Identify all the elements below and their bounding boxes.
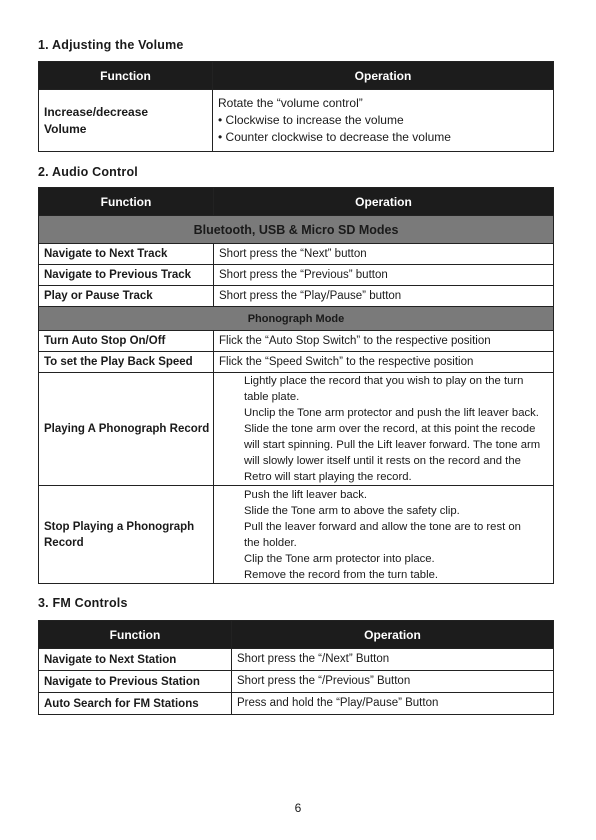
volume-table-header (39, 62, 554, 90)
operation-line: • Clockwise to increase the volume (218, 113, 404, 127)
section-1-heading: 1. Adjusting the Volume (38, 38, 184, 52)
function-cell: Turn Auto Stop On/Off (39, 331, 214, 352)
mode-row-phonograph (39, 307, 554, 331)
table-row (39, 671, 554, 693)
table-row (39, 486, 554, 584)
operation-line: table plate. (244, 391, 300, 403)
operation-line: Slide the Tone arm to above the safety clip. (244, 504, 460, 517)
column-header-function: Function (39, 62, 213, 90)
mode-label: Phonograph Mode (39, 307, 554, 331)
operation-cell: Short press the “/Previous” Button (232, 671, 554, 693)
operation-line: Retro will start playing the record. (244, 471, 412, 483)
section-3-heading: 3. FM Controls (38, 596, 128, 610)
operation-cell (214, 486, 554, 584)
function-cell: Play or Pause Track (39, 286, 214, 307)
volume-table (38, 61, 554, 152)
table-row (39, 373, 554, 486)
operation-cell (214, 373, 554, 486)
function-cell (39, 486, 214, 584)
function-cell: Navigate to Next Station (39, 649, 232, 671)
table-row (39, 286, 554, 307)
function-cell: Playing A Phonograph Record (39, 373, 214, 486)
operation-line: Unclip the Tone arm protector and push the lift leaver back. (244, 407, 539, 419)
operation-line: Clip the Tone arm protector into place. (244, 552, 435, 565)
function-line: Volume (44, 121, 87, 136)
operation-line: • Counter clockwise to decrease the volume (218, 130, 451, 144)
operation-cell: Short press the “Previous” button (214, 265, 554, 286)
audio-table-header (39, 188, 554, 216)
table-row (39, 331, 554, 352)
operation-line: Push the lift leaver back. (244, 488, 368, 501)
operation-line: will start spinning. Pull the Lift leaver forward. The tone arm (244, 439, 541, 451)
table-row (39, 90, 554, 152)
table-row (39, 244, 554, 265)
operation-cell: Flick the “Auto Stop Switch” to the respective position (214, 331, 554, 352)
function-cell: Navigate to Previous Track (39, 265, 214, 286)
function-cell: Auto Search for FM Stations (39, 693, 232, 715)
operation-cell (213, 90, 554, 152)
operation-cell: Press and hold the “Play/Pause” Button (232, 693, 554, 715)
function-cell: Navigate to Next Track (39, 244, 214, 265)
column-header-function: Function (39, 188, 214, 216)
audio-control-table (38, 187, 554, 584)
fm-table-header (39, 621, 554, 649)
section-2-heading: 2. Audio Control (38, 165, 138, 179)
function-cell: To set the Play Back Speed (39, 352, 214, 373)
operation-line: Lightly place the record that you wish to play on the turn (244, 375, 524, 387)
function-line: Record (44, 536, 84, 549)
operation-line: Rotate the “volume control” (218, 96, 363, 110)
operation-line: Remove the record from the turn table. (244, 568, 439, 581)
mode-label: Bluetooth, USB & Micro SD Modes (39, 216, 554, 244)
operation-line: the holder. (244, 536, 297, 549)
column-header-operation: Operation (232, 621, 554, 649)
function-cell (39, 90, 213, 152)
table-row (39, 352, 554, 373)
operation-cell: Short press the “Next” button (214, 244, 554, 265)
table-row (39, 649, 554, 671)
table-row (39, 265, 554, 286)
function-line: Stop Playing a Phonograph (44, 520, 195, 533)
table-row (39, 693, 554, 715)
operation-line: will slowly lower itself until it rests on the record and the (244, 455, 521, 467)
column-header-operation: Operation (213, 62, 554, 90)
operation-cell: Flick the “Speed Switch” to the respective position (214, 352, 554, 373)
operation-line: Pull the leaver forward and allow the tone are to rest on (244, 520, 521, 533)
column-header-function: Function (39, 621, 232, 649)
operation-line: Slide the tone arm over the record, at this point the recode (244, 423, 536, 435)
function-cell: Navigate to Previous Station (39, 671, 232, 693)
column-header-operation: Operation (214, 188, 554, 216)
page-number: 6 (294, 801, 302, 815)
fm-controls-table (38, 620, 554, 715)
operation-cell: Short press the “/Next” Button (232, 649, 554, 671)
function-line: Increase/decrease (44, 104, 149, 119)
mode-row-bluetooth (39, 216, 554, 244)
operation-cell: Short press the “Play/Pause” button (214, 286, 554, 307)
